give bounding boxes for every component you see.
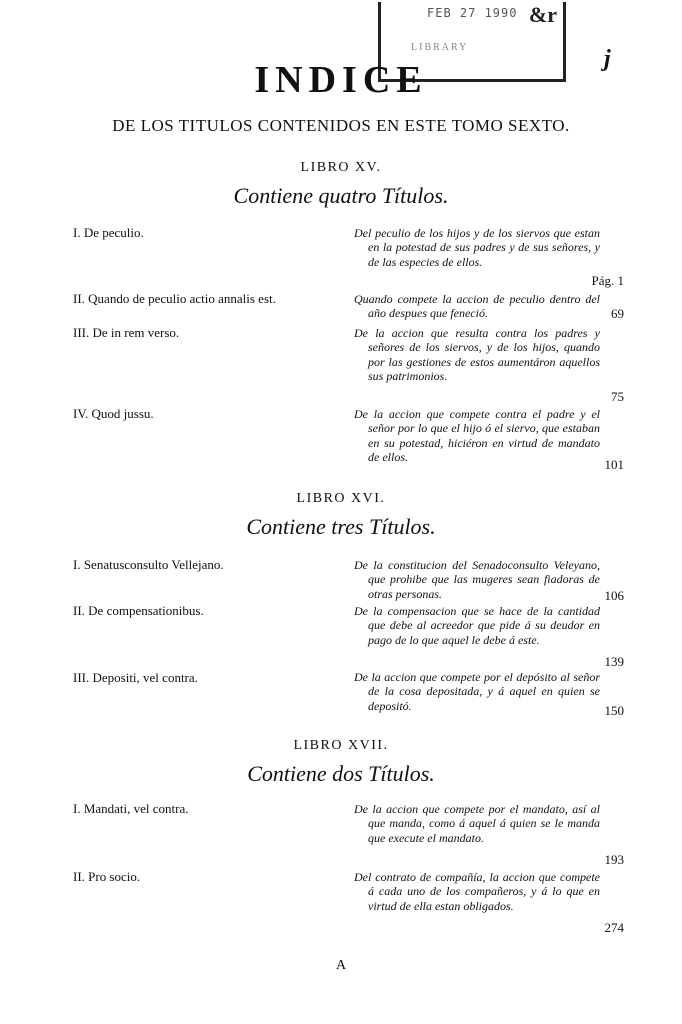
entry-page: 193 [604,852,624,867]
entry-description: De la accion que resulta contra los padres y señores de los siervos, y de los hijos, quando por las gestiones de estos aumentáron aquellos sus patrimonios. [354,326,600,383]
stamp-mark: &r [528,2,557,27]
entry-description: Del peculio de los hijos y de los siervos que estan en la potestad de sus padres y de sus señores, y de las especies de ellos. [354,226,600,269]
entry-title: II. De compensationibus. [73,603,204,618]
folio-number: j [604,46,611,72]
entry-page: 75 [611,389,624,404]
entry-description: De la compensacion que se hace de la cantidad que debe al acreedor que pide á su deudor en pago de lo que aquel le debe á este. [354,604,600,647]
entry-title: II. Pro socio. [73,869,141,884]
stamp-date: FEB 27 1990 [427,6,518,20]
entry-title: II. Quando de peculio actio annalis est. [73,291,276,306]
entry-page: 69 [611,306,624,321]
entry-description: Del contrato de compañía, la accion que compete á cada uno de los compañeros, y á lo que en virtud de ella estan obligados. [354,870,600,913]
entry-description: De la accion que compete por el mandato, así al que manda, como á aquel á quien se le manda que execute el mandato. [354,802,600,845]
book-heading: LIBRO XVII. [293,738,389,753]
entry-page: 106 [604,588,624,603]
entry-page: 101 [604,457,624,472]
entry-description: De la constitucion del Senadoconsulto Veleyano, que prohibe que las mugeres sean fiadoras de otras personas. [354,558,600,601]
signature-mark: A [335,958,347,973]
entry-page: 139 [604,654,624,669]
book-contents-line: Contiene quatro Títulos. [233,183,449,208]
stamp-library: LIBRARY [411,42,469,53]
entry-description: Quando compete la accion de peculio dentro del año despues que feneció. [354,292,600,321]
book-contents-line: Contiene tres Títulos. [246,514,436,539]
book-heading: LIBRO XVI. [296,491,386,506]
entry-page: Pág. 1 [591,273,624,288]
entry-title: I. Mandati, vel contra. [73,801,189,816]
book-heading: LIBRO XV. [300,160,382,175]
entry-page: 150 [604,703,624,718]
entry-title: I. De peculio. [73,225,144,240]
entry-title: IV. Quod jussu. [73,406,154,421]
entry-page: 274 [604,920,624,935]
entry-title: III. Depositi, vel contra. [73,670,198,685]
entry-description: De la accion que compete contra el padre y el señor por lo que el hijo ó el siervo, que estaban en su potestad, hiciéron en virtud de mandato de ellos. [354,407,600,464]
book-contents-line: Contiene dos Títulos. [247,761,435,786]
entry-title: III. De in rem verso. [73,325,180,340]
page-title: INDICE [254,59,428,101]
entry-description: De la accion que compete por el depósito al señor de la cosa depositada, y á aquel en quien se depositó. [354,670,600,713]
entry-title: I. Senatusconsulto Vellejano. [73,557,224,572]
page-subtitle: DE LOS TITULOS CONTENIDOS EN ESTE TOMO SEXTO. [112,116,570,135]
